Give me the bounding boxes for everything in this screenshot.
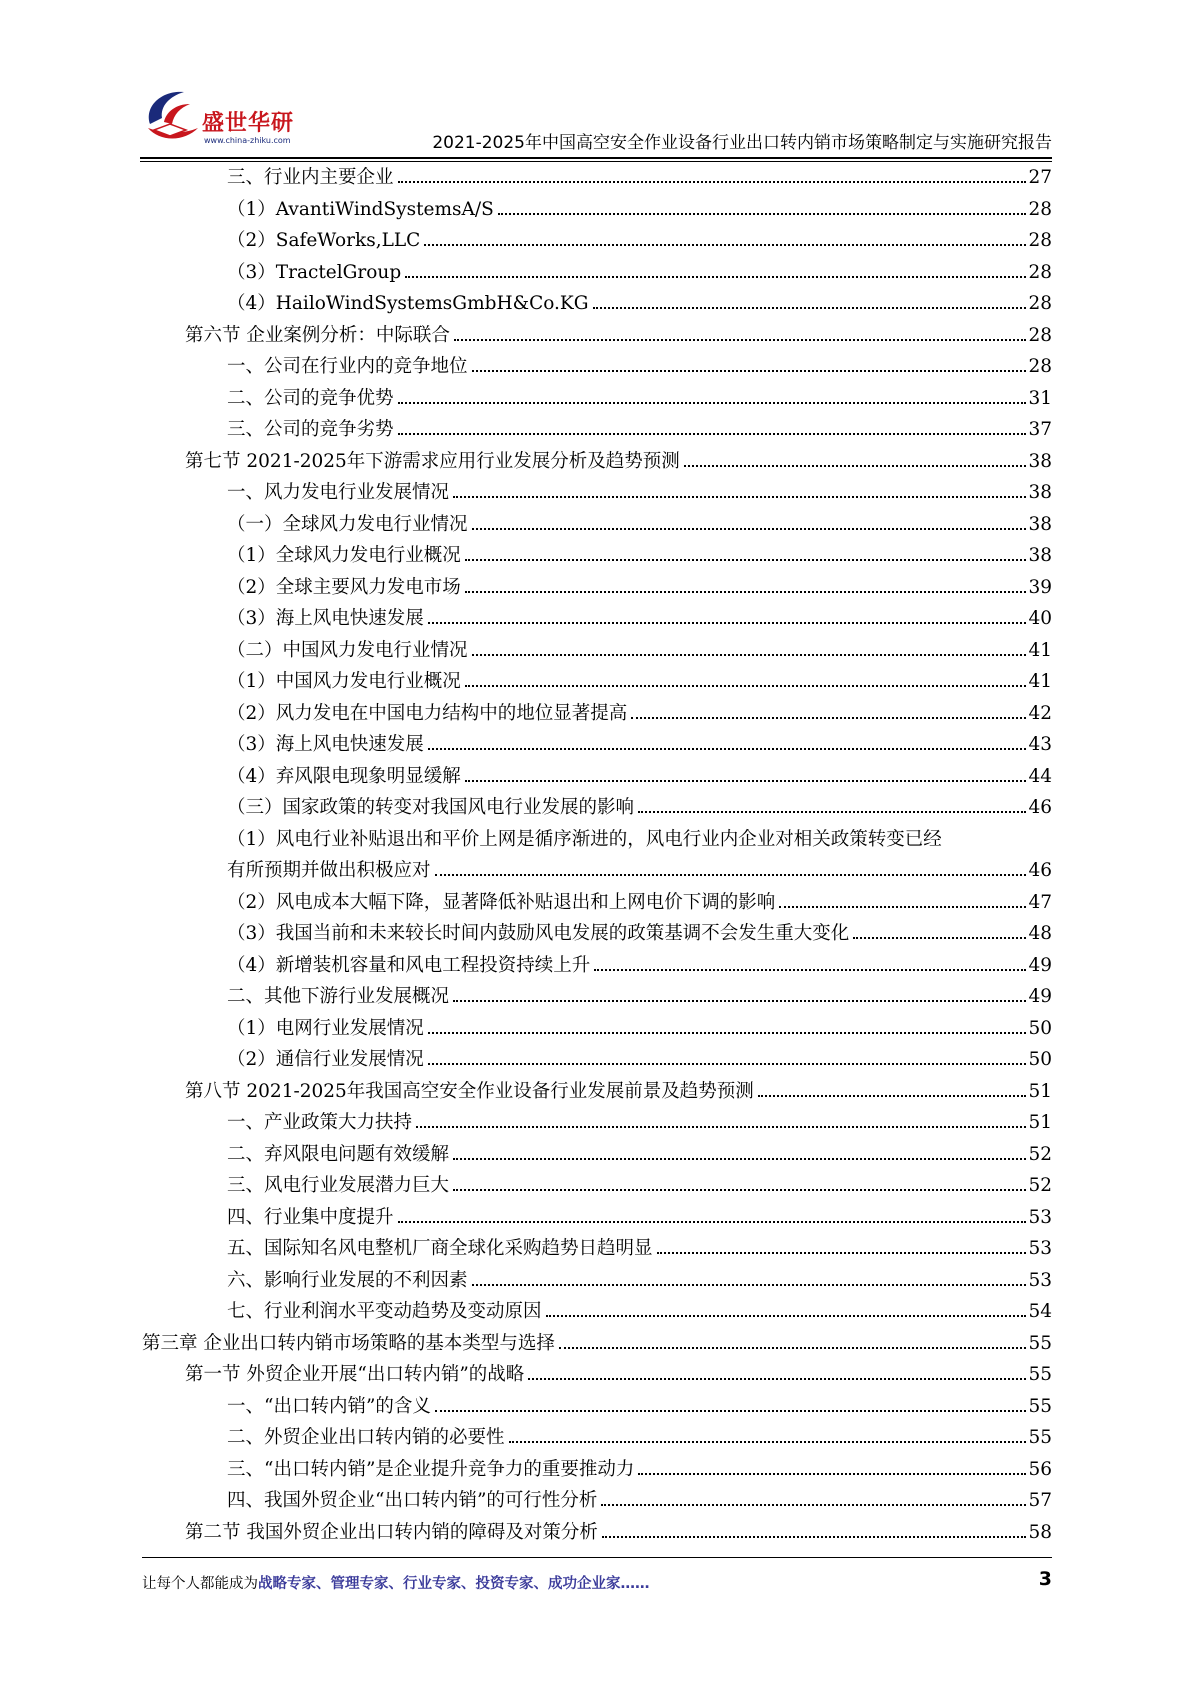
toc-entry[interactable] (142, 1013, 1052, 1045)
toc-entry-page: 28 (1028, 198, 1052, 220)
toc-entry-title: （2）风电成本大幅下降，显著降低补贴退出和上网电价下调的影响 (227, 891, 776, 913)
footer-slogan-highlight: 战略专家、管理专家、行业专家、投资专家、成功企业家…… (258, 1576, 650, 1592)
page-header (140, 78, 1052, 158)
toc-entry-title: （3）我国当前和未来较长时间内鼓励风电发展的政策基调不会发生重大变化 (227, 923, 850, 944)
toc-dot-leader (428, 748, 1027, 750)
footer-divider (142, 1557, 1052, 1558)
toc-dot-leader (528, 1378, 1026, 1380)
toc-entry-title: 一、风力发电行业发展情况 (227, 482, 450, 503)
table-of-contents (142, 162, 1052, 1548)
toc-entry-title: 第六节 企业案例分析：中际联合 (185, 324, 450, 346)
toc-dot-leader (498, 213, 1027, 215)
logo-url: www.china-zhiku.com (204, 136, 291, 145)
toc-entry-title: 第三章 企业出口转内销市场策略的基本类型与选择 (142, 1332, 555, 1354)
toc-dot-leader (472, 1284, 1027, 1286)
toc-entry-title: （1）中国风力发电行业概况 (227, 671, 461, 692)
toc-entry-title: （三）国家政策的转变对我国风电行业发展的影响 (227, 797, 635, 818)
logo-brand-name: 盛世华研 (202, 111, 295, 136)
toc-entry[interactable] (142, 1044, 1052, 1076)
toc-entry-title: （2）通信行业发展情况 (227, 1049, 424, 1070)
toc-entry-page: 38 (1028, 513, 1052, 535)
toc-entry-page: 28 (1028, 261, 1052, 283)
toc-dot-leader (758, 1095, 1027, 1097)
toc-entry[interactable] (142, 761, 1052, 793)
toc-entry[interactable] (142, 446, 1052, 478)
toc-entry-title: 三、风电行业发展潜力巨大 (227, 1175, 450, 1196)
toc-entry-title: 五、国际知名风电整机厂商全球化采购趋势日趋明显 (227, 1238, 653, 1259)
toc-entry-page: 51 (1028, 1112, 1052, 1133)
toc-dot-leader (601, 1504, 1026, 1506)
toc-entry-page: 28 (1028, 293, 1052, 314)
toc-entry[interactable] (142, 540, 1052, 572)
toc-dot-leader (453, 1189, 1026, 1191)
toc-entry[interactable] (142, 1265, 1052, 1297)
toc-entry-page: 41 (1028, 671, 1052, 692)
toc-entry[interactable] (142, 572, 1052, 604)
toc-entry-title: （2）SafeWorks,LLC (227, 230, 421, 251)
header-divider (140, 157, 1052, 159)
toc-entry-title: （3）海上风电快速发展 (227, 734, 424, 755)
toc-dot-leader (638, 811, 1026, 813)
toc-entry-title: 四、行业集中度提升 (227, 1206, 394, 1228)
toc-entry[interactable] (142, 981, 1052, 1013)
toc-entry-page: 41 (1028, 639, 1052, 661)
toc-dot-leader (546, 1315, 1027, 1317)
toc-entry[interactable] (142, 225, 1052, 257)
toc-entry[interactable] (142, 1328, 1052, 1360)
toc-dot-leader (593, 307, 1027, 309)
toc-entry-title: （1）风电行业补贴退出和平价上网是循序渐进的，风电行业内企业对相关政策转变已经 (227, 828, 942, 850)
toc-entry-title: （二）中国风力发电行业情况 (227, 639, 468, 661)
toc-entry-page: 47 (1028, 891, 1052, 913)
toc-entry[interactable] (142, 1391, 1052, 1423)
toc-dot-leader (472, 654, 1027, 656)
toc-entry[interactable] (142, 855, 1052, 887)
toc-dot-leader (453, 496, 1026, 498)
toc-entry-title: 一、公司在行业内的竞争地位 (227, 356, 468, 377)
toc-entry[interactable] (142, 477, 1052, 509)
toc-entry-page: 42 (1028, 702, 1052, 724)
toc-entry[interactable] (142, 698, 1052, 730)
toc-entry-title: （1）电网行业发展情况 (227, 1017, 424, 1039)
toc-entry-page: 49 (1028, 986, 1052, 1007)
toc-entry-page: 38 (1028, 450, 1052, 472)
toc-dot-leader (454, 339, 1027, 341)
toc-entry[interactable] (142, 162, 1052, 194)
toc-entry-page: 28 (1028, 230, 1052, 251)
toc-entry-page: 58 (1028, 1521, 1052, 1543)
toc-dot-leader (465, 591, 1027, 593)
toc-dot-leader (509, 1441, 1027, 1443)
toc-entry[interactable] (142, 383, 1052, 415)
toc-entry-page: 55 (1028, 1395, 1052, 1417)
toc-entry-title: 有所预期并做出积极应对 (227, 860, 431, 881)
toc-dot-leader (465, 685, 1027, 687)
toc-entry-page: 38 (1028, 545, 1052, 566)
toc-entry-title: 第八节 2021-2025年我国高空安全作业设备行业发展前景及趋势预测 (185, 1080, 754, 1102)
toc-dot-leader (405, 276, 1026, 278)
toc-entry[interactable] (142, 887, 1052, 919)
toc-entry[interactable] (142, 1170, 1052, 1202)
toc-entry-title: 一、“出口转内销”的含义 (227, 1395, 431, 1417)
toc-dot-leader (602, 1536, 1027, 1538)
toc-entry[interactable] (142, 1202, 1052, 1234)
toc-entry[interactable] (142, 824, 1052, 856)
toc-entry-page: 55 (1028, 1427, 1052, 1448)
toc-dot-leader (428, 1063, 1027, 1065)
toc-entry[interactable] (142, 1454, 1052, 1486)
toc-entry[interactable] (142, 950, 1052, 982)
toc-entry[interactable] (142, 194, 1052, 226)
toc-entry-page: 37 (1028, 419, 1052, 440)
toc-entry-title: 第一节 外贸企业开展“出口转内销”的战略 (185, 1364, 525, 1385)
toc-entry-title: （4）新增装机容量和风电工程投资持续上升 (227, 954, 591, 976)
toc-entry[interactable] (142, 918, 1052, 950)
toc-entry-title: 一、产业政策大力扶持 (227, 1112, 413, 1133)
toc-entry-page: 50 (1028, 1017, 1052, 1039)
toc-entry-title: （2）全球主要风力发电市场 (227, 576, 461, 598)
toc-entry-page: 49 (1028, 954, 1052, 976)
toc-entry[interactable] (142, 1107, 1052, 1139)
toc-dot-leader (453, 1000, 1026, 1002)
toc-entry-title: 七、行业利润水平变动趋势及变动原因 (227, 1301, 542, 1322)
toc-entry-title: 第二节 我国外贸企业出口转内销的障碍及对策分析 (185, 1521, 598, 1543)
toc-entry-page: 43 (1028, 734, 1052, 755)
toc-entry[interactable] (142, 1296, 1052, 1328)
toc-entry-title: （4）HailoWindSystemsGmbH&Co.KG (227, 293, 589, 314)
toc-dot-leader (453, 1158, 1026, 1160)
toc-entry-page: 55 (1028, 1332, 1052, 1354)
toc-dot-leader (559, 1347, 1027, 1349)
toc-dot-leader (472, 528, 1027, 530)
toc-entry-page: 55 (1028, 1364, 1052, 1385)
toc-entry[interactable] (142, 1233, 1052, 1265)
company-logo (140, 84, 310, 152)
toc-entry-page: 38 (1028, 482, 1052, 503)
toc-dot-leader (853, 937, 1026, 939)
toc-dot-leader (435, 1410, 1027, 1412)
toc-entry-title: （2）风力发电在中国电力结构中的地位显著提高 (227, 702, 628, 724)
toc-dot-leader (657, 1252, 1027, 1254)
toc-dot-leader (779, 906, 1026, 908)
toc-entry-page: 28 (1028, 324, 1052, 346)
toc-entry-page: 48 (1028, 923, 1052, 944)
toc-entry-page: 44 (1028, 765, 1052, 787)
toc-entry[interactable] (142, 635, 1052, 667)
toc-dot-leader (435, 874, 1027, 876)
toc-entry-page: 31 (1028, 387, 1052, 409)
toc-entry[interactable] (142, 666, 1052, 698)
toc-entry[interactable] (142, 603, 1052, 635)
toc-dot-leader (398, 433, 1027, 435)
toc-entry-page: 53 (1028, 1238, 1052, 1259)
toc-entry[interactable] (142, 320, 1052, 352)
toc-entry[interactable] (142, 729, 1052, 761)
toc-entry-page: 46 (1028, 797, 1052, 818)
logo-swoosh-icon (140, 84, 204, 144)
toc-dot-leader (424, 244, 1026, 246)
toc-dot-leader (398, 181, 1027, 183)
toc-dot-leader (631, 717, 1026, 719)
toc-entry[interactable] (142, 1422, 1052, 1454)
toc-entry-title: 三、行业内主要企业 (227, 167, 394, 188)
toc-entry-title: 四、我国外贸企业“出口转内销”的可行性分析 (227, 1490, 598, 1511)
toc-entry-title: （3）海上风电快速发展 (227, 608, 424, 629)
footer-slogan (142, 1572, 650, 1593)
toc-dot-leader (638, 1473, 1026, 1475)
toc-entry-page: 46 (1028, 860, 1052, 881)
toc-dot-leader (465, 780, 1027, 782)
toc-entry[interactable] (142, 288, 1052, 320)
toc-entry-page: 27 (1028, 167, 1052, 188)
toc-dot-leader (428, 1032, 1027, 1034)
toc-entry-page: 52 (1028, 1175, 1052, 1196)
toc-entry-title: 二、公司的竞争优势 (227, 387, 394, 409)
toc-entry[interactable] (142, 1139, 1052, 1171)
toc-entry-title: 二、其他下游行业发展概况 (227, 986, 450, 1007)
toc-entry-page: 50 (1028, 1049, 1052, 1070)
page-number: 3 (1038, 1568, 1052, 1590)
footer-slogan-prefix: 让每个人都能成为 (142, 1576, 258, 1592)
toc-entry-title: 六、影响行业发展的不利因素 (227, 1269, 468, 1291)
toc-dot-leader (684, 465, 1027, 467)
toc-entry-page: 56 (1028, 1458, 1052, 1480)
toc-entry-page: 28 (1028, 356, 1052, 377)
toc-entry[interactable] (142, 509, 1052, 541)
toc-dot-leader (398, 402, 1027, 404)
toc-dot-leader (594, 969, 1026, 971)
toc-entry-title: （4）弃风限电现象明显缓解 (227, 765, 461, 787)
report-title: 2021-2025年中国高空安全作业设备行业出口转内销市场策略制定与实施研究报告 (432, 133, 1052, 153)
toc-entry-page: 40 (1028, 608, 1052, 629)
toc-entry-page: 52 (1028, 1143, 1052, 1165)
toc-entry-page: 54 (1028, 1301, 1052, 1322)
toc-entry-title: （1）全球风力发电行业概况 (227, 545, 461, 566)
toc-dot-leader (472, 370, 1027, 372)
toc-entry[interactable] (142, 1076, 1052, 1108)
toc-entry-title: （3）TractelGroup (227, 261, 402, 283)
toc-entry[interactable] (142, 792, 1052, 824)
toc-entry-title: （1）AvantiWindSystemsA/S (227, 198, 494, 220)
toc-entry-title: （一）全球风力发电行业情况 (227, 513, 468, 535)
toc-entry[interactable] (142, 1485, 1052, 1517)
toc-entry-page: 57 (1028, 1490, 1052, 1511)
toc-entry[interactable] (142, 351, 1052, 383)
toc-dot-leader (416, 1126, 1026, 1128)
toc-entry-title: 三、公司的竞争劣势 (227, 419, 394, 440)
toc-entry[interactable] (142, 1359, 1052, 1391)
toc-entry-page: 39 (1028, 576, 1052, 598)
toc-dot-leader (465, 559, 1027, 561)
toc-entry-page: 51 (1028, 1080, 1052, 1102)
toc-entry-page: 53 (1028, 1269, 1052, 1291)
toc-entry[interactable] (142, 257, 1052, 289)
toc-entry-title: 二、弃风限电问题有效缓解 (227, 1143, 450, 1165)
toc-dot-leader (398, 1221, 1027, 1223)
toc-entry[interactable] (142, 1517, 1052, 1549)
toc-entry[interactable] (142, 414, 1052, 446)
toc-entry-title: 第七节 2021-2025年下游需求应用行业发展分析及趋势预测 (185, 450, 680, 472)
toc-entry-title: 二、外贸企业出口转内销的必要性 (227, 1427, 505, 1448)
toc-entry-title: 三、“出口转内销”是企业提升竞争力的重要推动力 (227, 1458, 635, 1480)
toc-entry-page: 53 (1028, 1206, 1052, 1228)
toc-dot-leader (428, 622, 1027, 624)
